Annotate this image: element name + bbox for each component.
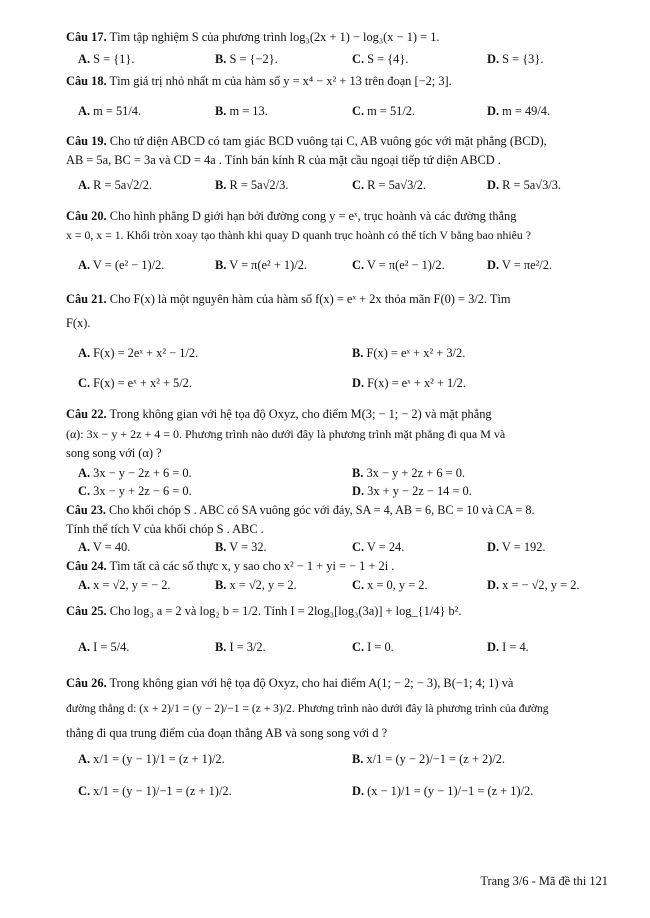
question-22-line2: (α): 3x − y + 2z + 4 = 0. Phương trình nào dưới đây là phương trình mặt phẳng đi qua M và — [66, 427, 506, 441]
q19-option-b[interactable]: B. R = 5a√2/3. — [215, 178, 289, 192]
q17-option-b[interactable]: B. S = {−2}. — [215, 52, 278, 66]
question-text: Tìm tập nghiệm S của phương trình log₃(2x + 1) − log₃(x − 1) = 1. — [109, 30, 440, 44]
question-19: Câu 19. Cho tứ diện ABCD có tam giác BCD vuông tại C, AB vuông góc với mặt phẳng (BCD), — [66, 134, 547, 148]
q20-option-b[interactable]: B. V = π(e² + 1)/2. — [215, 258, 307, 272]
question-20: Câu 20. Cho hình phẳng D giới hạn bởi đường cong y = eˣ, trục hoành và các đường thẳng — [66, 209, 517, 223]
q17-option-d[interactable]: D. S = {3}. — [487, 52, 544, 66]
q20-option-d[interactable]: D. V = πe²/2. — [487, 258, 553, 272]
q18-option-d[interactable]: D. m = 49/4. — [487, 104, 551, 118]
page-footer: Trang 3/6 - Mã đề thi 121 — [480, 874, 608, 888]
q18-option-b[interactable]: B. m = 13. — [215, 104, 268, 118]
q21-option-b[interactable]: B. F(x) = eˣ + x² + 3/2. — [352, 346, 466, 360]
q24-option-d[interactable]: D. x = − √2, y = 2. — [487, 578, 580, 592]
question-26: Câu 26. Trong không gian với hệ tọa độ Oxyz, cho hai điểm A(1; − 2; − 3), B(−1; 4; 1) và — [66, 676, 514, 690]
q25-option-c[interactable]: C. I = 0. — [352, 640, 394, 654]
question-19-line2: AB = 5a, BC = 3a và CD = 4a . Tính bán kính R của mặt cầu ngoại tiếp tứ diện ABCD . — [66, 153, 501, 167]
q22-option-b[interactable]: B. 3x − y + 2z + 6 = 0. — [352, 466, 465, 480]
q17-option-c[interactable]: C. S = {4}. — [352, 52, 409, 66]
question-23-line2: Tính thể tích V của khối chóp S . ABC . — [66, 522, 264, 536]
q26-option-b[interactable]: B. x/1 = (y − 2)/−1 = (z + 2)/2. — [352, 752, 506, 766]
q19-option-d[interactable]: D. R = 5a√3/3. — [487, 178, 562, 192]
q19-option-c[interactable]: C. R = 5a√3/2. — [352, 178, 427, 192]
q18-option-c[interactable]: C. m = 51/2. — [352, 104, 416, 118]
q23-option-b[interactable]: B. V = 32. — [215, 540, 267, 554]
question-25: Câu 25. Cho log₃ a = 2 và log₂ b = 1/2. Tính I = 2log₃[log₃(3a)] + log_{1/4} b². — [66, 604, 462, 618]
q20-option-a[interactable]: A. V = (e² − 1)/2. — [78, 258, 165, 272]
question-label: Câu 17. — [66, 30, 107, 44]
q26-option-a[interactable]: A. x/1 = (y − 1)/1 = (z + 1)/2. — [78, 752, 225, 766]
q22-option-d[interactable]: D. 3x + y − 2z − 14 = 0. — [352, 484, 472, 498]
q24-option-c[interactable]: C. x = 0, y = 2. — [352, 578, 428, 592]
q25-option-b[interactable]: B. I = 3/2. — [215, 640, 266, 654]
q24-option-b[interactable]: B. x = √2, y = 2. — [215, 578, 297, 592]
q22-option-c[interactable]: C. 3x − y + 2z − 6 = 0. — [78, 484, 192, 498]
question-21-line2: F(x). — [66, 316, 91, 330]
question-24: Câu 24. Tìm tất cả các số thực x, y sao cho x² − 1 + yi = − 1 + 2i . — [66, 559, 395, 573]
q17-option-a[interactable]: A. S = {1}. — [78, 52, 135, 66]
question-21: Câu 21. Cho F(x) là một nguyên hàm của hàm số f(x) = eˣ + 2x thỏa mãn F(0) = 3/2. Tìm — [66, 292, 511, 306]
q23-option-c[interactable]: C. V = 24. — [352, 540, 405, 554]
q19-option-a[interactable]: A. R = 5a√2/2. — [78, 178, 153, 192]
q21-option-d[interactable]: D. F(x) = eˣ + x² + 1/2. — [352, 376, 466, 390]
q20-option-c[interactable]: C. V = π(e² − 1)/2. — [352, 258, 445, 272]
q21-option-c[interactable]: C. F(x) = eˣ + x² + 5/2. — [78, 376, 192, 390]
question-20-line2: x = 0, x = 1. Khối tròn xoay tạo thành khi quay D quanh trục hoành có thể tích V bằng bao nhiêu ? — [66, 228, 531, 242]
q22-option-a[interactable]: A. 3x − y − 2z + 6 = 0. — [78, 466, 192, 480]
q26-option-c[interactable]: C. x/1 = (y − 1)/−1 = (z + 1)/2. — [78, 784, 232, 798]
q18-option-a[interactable]: A. m = 51/4. — [78, 104, 142, 118]
question-18: Câu 18. Tìm giá trị nhỏ nhất m của hàm số y = x⁴ − x² + 13 trên đoạn [−2; 3]. — [66, 74, 452, 88]
q25-option-d[interactable]: D. I = 4. — [487, 640, 529, 654]
question-22: Câu 22. Trong không gian với hệ tọa độ Oxyz, cho điểm M(3; − 1; − 2) và mặt phẳng — [66, 407, 492, 421]
q26-option-d[interactable]: D. (x − 1)/1 = (y − 1)/−1 = (z + 1)/2. — [352, 784, 534, 798]
question-26-line3: thẳng đi qua trung điểm của đoạn thẳng AB và song song với d ? — [66, 726, 388, 740]
q24-option-a[interactable]: A. x = √2, y = − 2. — [78, 578, 171, 592]
question-26-line2: đường thẳng d: (x + 2)/1 = (y − 2)/−1 = (z + 3)/2. Phương trình nào dưới đây là phương trình của đường — [66, 702, 549, 715]
question-22-line3: song song với (α) ? — [66, 446, 162, 460]
question-23: Câu 23. Cho khối chóp S . ABC có SA vuông góc với đáy, SA = 4, AB = 6, BC = 10 và CA = 8. — [66, 503, 535, 517]
question-17 — [66, 30, 610, 45]
q23-option-d[interactable]: D. V = 192. — [487, 540, 546, 554]
q23-option-a[interactable]: A. V = 40. — [78, 540, 131, 554]
q25-option-a[interactable]: A. I = 5/4. — [78, 640, 130, 654]
q21-option-a[interactable]: A. F(x) = 2eˣ + x² − 1/2. — [78, 346, 199, 360]
